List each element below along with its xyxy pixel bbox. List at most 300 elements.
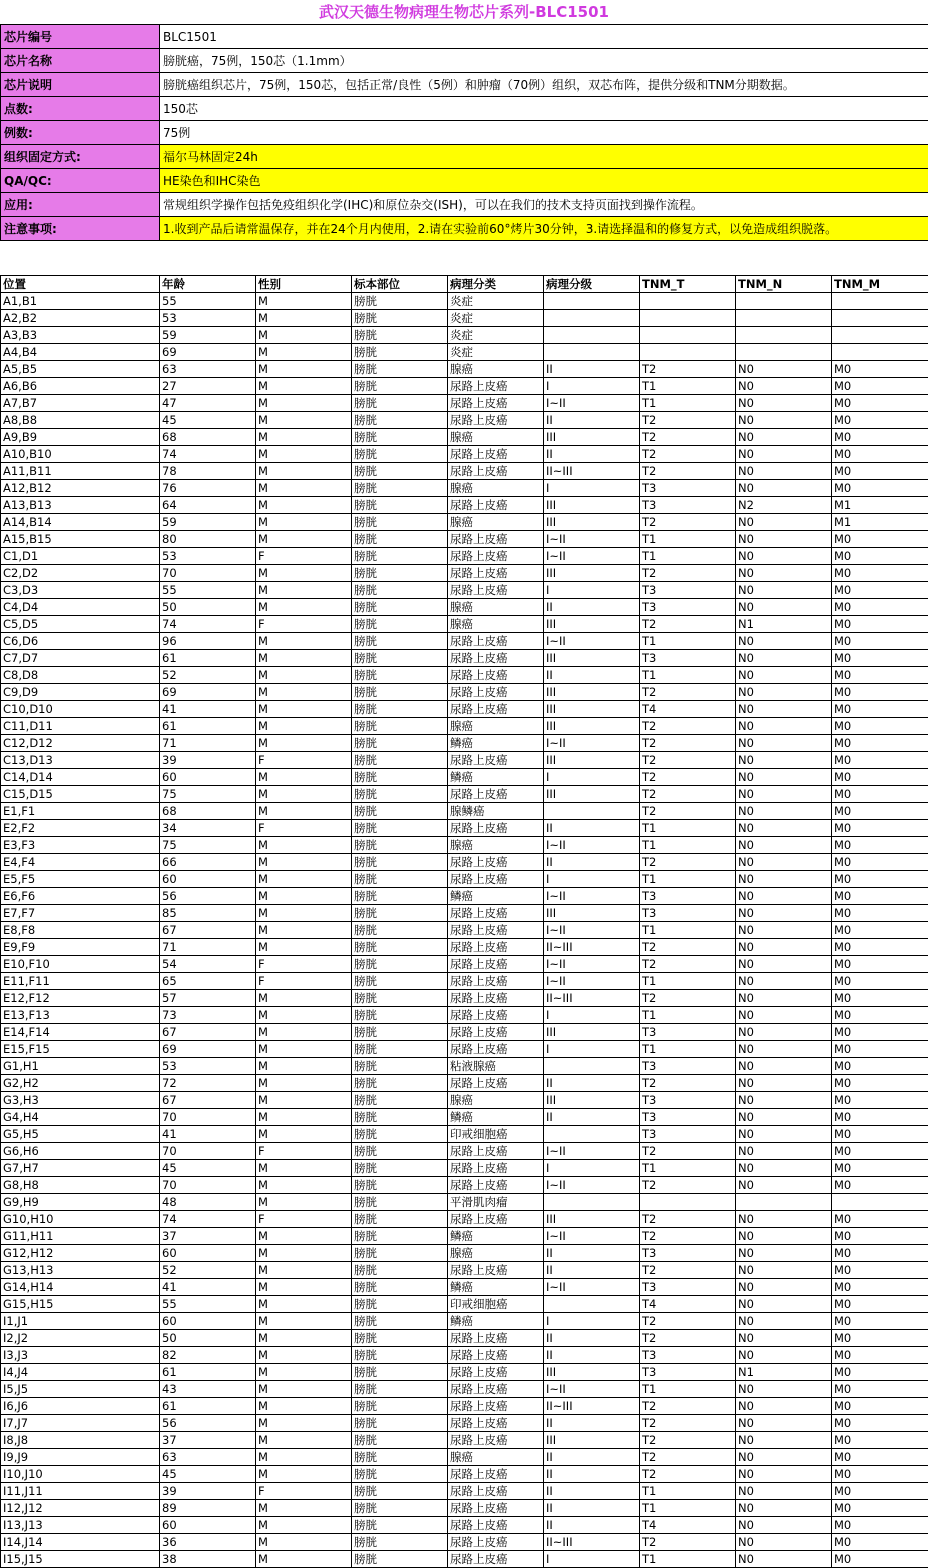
table-cell: T2 — [640, 1262, 736, 1279]
table-cell: M0 — [832, 395, 928, 412]
table-cell — [736, 293, 832, 310]
table-cell: G13,H13 — [1, 1262, 160, 1279]
table-cell: 膀胱 — [352, 327, 448, 344]
table-cell: I — [544, 1007, 640, 1024]
table-cell: I~II — [544, 1177, 640, 1194]
table-cell: M0 — [832, 480, 928, 497]
table-cell: 膀胱 — [352, 616, 448, 633]
table-cell: I15,J15 — [1, 1551, 160, 1568]
table-cell: M0 — [832, 769, 928, 786]
table-cell: N1 — [736, 1364, 832, 1381]
table-cell: 膀胱 — [352, 1245, 448, 1262]
table-cell: M0 — [832, 1058, 928, 1075]
table-cell: 膀胱 — [352, 1551, 448, 1568]
table-cell: N0 — [736, 548, 832, 565]
table-cell: N0 — [736, 1109, 832, 1126]
table-cell: 鳞癌 — [448, 1109, 544, 1126]
table-cell: T2 — [640, 854, 736, 871]
table-cell: 52 — [160, 1262, 256, 1279]
info-value: 膀胱癌，75例，150芯（1.1mm） — [160, 49, 928, 73]
table-cell: 膀胱 — [352, 1398, 448, 1415]
table-cell: 膀胱 — [352, 1211, 448, 1228]
table-cell: II~III — [544, 1398, 640, 1415]
table-cell: M — [256, 531, 352, 548]
table-cell: M — [256, 854, 352, 871]
table-cell: III — [544, 786, 640, 803]
table-row — [1, 565, 928, 582]
table-cell: N0 — [736, 956, 832, 973]
table-cell: 尿路上皮癌 — [448, 412, 544, 429]
table-cell: 60 — [160, 769, 256, 786]
table-cell — [544, 327, 640, 344]
table-cell: T1 — [640, 395, 736, 412]
table-cell: T1 — [640, 922, 736, 939]
table-cell: N0 — [736, 684, 832, 701]
table-cell: G5,H5 — [1, 1126, 160, 1143]
table-cell: 74 — [160, 446, 256, 463]
info-row — [1, 97, 928, 121]
table-cell: M0 — [832, 1517, 928, 1534]
table-cell: 60 — [160, 871, 256, 888]
table-cell: T3 — [640, 599, 736, 616]
table-cell: III — [544, 718, 640, 735]
table-cell: I~II — [544, 888, 640, 905]
table-cell: M — [256, 344, 352, 361]
table-cell: T1 — [640, 633, 736, 650]
table-cell: M — [256, 1313, 352, 1330]
table-row — [1, 1500, 928, 1517]
table-cell: T2 — [640, 718, 736, 735]
table-row — [1, 888, 928, 905]
table-cell: C8,D8 — [1, 667, 160, 684]
table-cell: I — [544, 871, 640, 888]
info-row — [1, 169, 928, 193]
table-cell: G10,H10 — [1, 1211, 160, 1228]
table-cell: M — [256, 395, 352, 412]
table-cell: T1 — [640, 973, 736, 990]
table-cell: 80 — [160, 531, 256, 548]
table-cell: I — [544, 378, 640, 395]
table-cell: M0 — [832, 820, 928, 837]
info-label: QA/QC: — [1, 169, 160, 193]
table-cell: M — [256, 1194, 352, 1211]
table-cell: III — [544, 1092, 640, 1109]
table-cell — [736, 344, 832, 361]
table-cell: 尿路上皮癌 — [448, 582, 544, 599]
table-cell: M — [256, 990, 352, 1007]
table-cell: G11,H11 — [1, 1228, 160, 1245]
table-cell: M — [256, 735, 352, 752]
table-cell: 尿路上皮癌 — [448, 1160, 544, 1177]
table-cell: T3 — [640, 1245, 736, 1262]
table-cell: M — [256, 701, 352, 718]
table-row — [1, 327, 928, 344]
table-cell: T2 — [640, 1432, 736, 1449]
table-row — [1, 1432, 928, 1449]
table-cell: 膀胱 — [352, 1041, 448, 1058]
table-cell: T3 — [640, 1126, 736, 1143]
table-cell: 尿路上皮癌 — [448, 1364, 544, 1381]
table-cell: T2 — [640, 514, 736, 531]
table-cell: T2 — [640, 429, 736, 446]
table-cell: 74 — [160, 616, 256, 633]
table-cell: E9,F9 — [1, 939, 160, 956]
table-cell: T3 — [640, 1279, 736, 1296]
table-cell: N0 — [736, 1228, 832, 1245]
table-cell: III — [544, 1024, 640, 1041]
table-cell: 36 — [160, 1534, 256, 1551]
table-cell: N0 — [736, 633, 832, 650]
table-cell: T2 — [640, 769, 736, 786]
table-cell: I3,J3 — [1, 1347, 160, 1364]
table-cell: T2 — [640, 956, 736, 973]
table-cell: 炎症 — [448, 327, 544, 344]
table-cell: II — [544, 1449, 640, 1466]
info-row — [1, 49, 928, 73]
table-cell: A8,B8 — [1, 412, 160, 429]
table-cell: N0 — [736, 1534, 832, 1551]
table-cell: 69 — [160, 1041, 256, 1058]
table-cell: 膀胱 — [352, 361, 448, 378]
table-row — [1, 956, 928, 973]
table-cell: 鳞癌 — [448, 888, 544, 905]
table-cell: F — [256, 1143, 352, 1160]
table-cell — [832, 344, 928, 361]
table-cell: 膀胱 — [352, 1534, 448, 1551]
table-cell: I~II — [544, 837, 640, 854]
table-cell: 鳞癌 — [448, 735, 544, 752]
table-cell: M0 — [832, 837, 928, 854]
table-cell: M — [256, 327, 352, 344]
table-cell: M — [256, 1415, 352, 1432]
table-cell: M0 — [832, 888, 928, 905]
table-cell: M0 — [832, 1483, 928, 1500]
table-cell: N0 — [736, 837, 832, 854]
table-cell: N0 — [736, 412, 832, 429]
table-row — [1, 650, 928, 667]
table-cell: M — [256, 1534, 352, 1551]
table-cell: 膀胱 — [352, 1500, 448, 1517]
table-row — [1, 463, 928, 480]
table-cell: 69 — [160, 344, 256, 361]
table-row — [1, 616, 928, 633]
table-cell: M — [256, 633, 352, 650]
table-cell: 鳞癌 — [448, 769, 544, 786]
table-cell: C7,D7 — [1, 650, 160, 667]
table-row — [1, 990, 928, 1007]
table-cell: 41 — [160, 1279, 256, 1296]
table-cell: N0 — [736, 565, 832, 582]
table-cell: 尿路上皮癌 — [448, 1177, 544, 1194]
table-cell: N0 — [736, 395, 832, 412]
table-cell: C10,D10 — [1, 701, 160, 718]
table-cell: N0 — [736, 531, 832, 548]
table-cell: I — [544, 1160, 640, 1177]
table-cell: N0 — [736, 1092, 832, 1109]
table-cell: N0 — [736, 1126, 832, 1143]
table-cell: T2 — [640, 684, 736, 701]
table-cell: II — [544, 1330, 640, 1347]
table-cell: F — [256, 973, 352, 990]
info-row — [1, 193, 928, 217]
table-cell: II — [544, 1483, 640, 1500]
table-cell: 膀胱 — [352, 1279, 448, 1296]
table-cell: N0 — [736, 1483, 832, 1500]
column-header: 病理分级 — [544, 276, 640, 293]
table-cell: N0 — [736, 463, 832, 480]
table-cell: 膀胱 — [352, 378, 448, 395]
table-cell: N0 — [736, 1075, 832, 1092]
table-row — [1, 1177, 928, 1194]
table-cell: II — [544, 446, 640, 463]
table-cell: I~II — [544, 922, 640, 939]
table-row — [1, 1262, 928, 1279]
table-row — [1, 344, 928, 361]
table-cell: A15,B15 — [1, 531, 160, 548]
table-cell: 膀胱 — [352, 1483, 448, 1500]
table-cell: II — [544, 667, 640, 684]
table-cell: N0 — [736, 1024, 832, 1041]
table-cell — [640, 1194, 736, 1211]
table-cell: II~III — [544, 939, 640, 956]
table-cell: II — [544, 1415, 640, 1432]
table-row — [1, 1347, 928, 1364]
table-cell: 63 — [160, 1449, 256, 1466]
chip-info-table — [0, 24, 928, 241]
table-cell: 鳞癌 — [448, 1313, 544, 1330]
table-row — [1, 803, 928, 820]
info-label: 点数: — [1, 97, 160, 121]
table-cell: M — [256, 514, 352, 531]
table-cell: I~II — [544, 956, 640, 973]
table-cell: 尿路上皮癌 — [448, 1483, 544, 1500]
table-row — [1, 752, 928, 769]
table-cell: C6,D6 — [1, 633, 160, 650]
table-cell: T2 — [640, 786, 736, 803]
table-cell: I~II — [544, 973, 640, 990]
table-cell: M — [256, 1126, 352, 1143]
table-cell: 膀胱 — [352, 1194, 448, 1211]
table-cell: M — [256, 565, 352, 582]
table-cell: 膀胱 — [352, 412, 448, 429]
table-cell: 膀胱 — [352, 446, 448, 463]
table-cell: N0 — [736, 752, 832, 769]
table-cell: I — [544, 1551, 640, 1568]
table-cell: M0 — [832, 1177, 928, 1194]
table-cell: A12,B12 — [1, 480, 160, 497]
table-cell: III — [544, 565, 640, 582]
table-row — [1, 854, 928, 871]
table-cell: N0 — [736, 1330, 832, 1347]
table-row — [1, 531, 928, 548]
table-cell: M0 — [832, 412, 928, 429]
table-cell: M — [256, 1262, 352, 1279]
table-cell: T1 — [640, 548, 736, 565]
table-cell: M — [256, 1058, 352, 1075]
table-cell: 尿路上皮癌 — [448, 973, 544, 990]
table-cell: III — [544, 1432, 640, 1449]
table-cell: N0 — [736, 1449, 832, 1466]
table-cell: 65 — [160, 973, 256, 990]
table-cell: I14,J14 — [1, 1534, 160, 1551]
table-cell: 96 — [160, 633, 256, 650]
table-row — [1, 293, 928, 310]
table-cell: 膀胱 — [352, 514, 448, 531]
table-cell: 尿路上皮癌 — [448, 1347, 544, 1364]
table-cell: 膀胱 — [352, 1143, 448, 1160]
table-cell: 60 — [160, 1245, 256, 1262]
table-row — [1, 735, 928, 752]
table-cell: I13,J13 — [1, 1517, 160, 1534]
table-cell: 37 — [160, 1432, 256, 1449]
table-cell: II — [544, 1466, 640, 1483]
table-cell: 尿路上皮癌 — [448, 650, 544, 667]
table-cell: M0 — [832, 701, 928, 718]
table-cell: 41 — [160, 1126, 256, 1143]
table-cell: I1,J1 — [1, 1313, 160, 1330]
table-cell: M — [256, 1075, 352, 1092]
table-cell: M0 — [832, 1500, 928, 1517]
table-cell: C4,D4 — [1, 599, 160, 616]
table-cell: M0 — [832, 1228, 928, 1245]
table-cell: 67 — [160, 922, 256, 939]
table-cell: M0 — [832, 548, 928, 565]
table-cell: M0 — [832, 1330, 928, 1347]
table-cell — [544, 1296, 640, 1313]
table-cell: II — [544, 1500, 640, 1517]
table-cell — [544, 1058, 640, 1075]
table-cell: N0 — [736, 1279, 832, 1296]
table-cell: N0 — [736, 990, 832, 1007]
table-row — [1, 1211, 928, 1228]
table-row — [1, 786, 928, 803]
table-cell: T1 — [640, 378, 736, 395]
table-cell: 膀胱 — [352, 548, 448, 565]
table-cell: N0 — [736, 1007, 832, 1024]
table-cell: M — [256, 837, 352, 854]
table-cell: C5,D5 — [1, 616, 160, 633]
table-cell: T2 — [640, 1398, 736, 1415]
table-cell: II — [544, 361, 640, 378]
column-header: TNM_M — [832, 276, 928, 293]
table-cell: N0 — [736, 1415, 832, 1432]
table-cell: T2 — [640, 1449, 736, 1466]
table-cell: N0 — [736, 429, 832, 446]
table-cell: F — [256, 548, 352, 565]
table-cell: I — [544, 1041, 640, 1058]
info-value: 75例 — [160, 121, 928, 145]
table-cell: M — [256, 429, 352, 446]
table-cell: N0 — [736, 1177, 832, 1194]
table-cell: N0 — [736, 1041, 832, 1058]
table-row — [1, 1228, 928, 1245]
table-cell: 膀胱 — [352, 1381, 448, 1398]
table-cell: 尿路上皮癌 — [448, 684, 544, 701]
table-cell: M0 — [832, 1024, 928, 1041]
table-cell: I~II — [544, 633, 640, 650]
table-cell: 膀胱 — [352, 497, 448, 514]
table-cell: III — [544, 684, 640, 701]
table-cell: T1 — [640, 1041, 736, 1058]
table-cell: M0 — [832, 1075, 928, 1092]
table-cell: M — [256, 1517, 352, 1534]
table-cell: M0 — [832, 531, 928, 548]
table-row — [1, 1517, 928, 1534]
table-cell: M0 — [832, 1041, 928, 1058]
table-row — [1, 1126, 928, 1143]
info-label: 芯片说明 — [1, 73, 160, 97]
table-cell: N0 — [736, 701, 832, 718]
table-row — [1, 1534, 928, 1551]
table-cell: 53 — [160, 1058, 256, 1075]
table-cell: 54 — [160, 956, 256, 973]
table-cell: T2 — [640, 446, 736, 463]
table-cell: M0 — [832, 1262, 928, 1279]
table-cell: 膀胱 — [352, 718, 448, 735]
table-cell: 47 — [160, 395, 256, 412]
table-cell: III — [544, 616, 640, 633]
table-cell: 腺癌 — [448, 480, 544, 497]
table-row — [1, 361, 928, 378]
table-row — [1, 1075, 928, 1092]
table-cell: 尿路上皮癌 — [448, 667, 544, 684]
table-cell: 膀胱 — [352, 769, 448, 786]
table-cell: 膀胱 — [352, 1075, 448, 1092]
table-cell: E13,F13 — [1, 1007, 160, 1024]
table-cell: I — [544, 480, 640, 497]
table-cell: M0 — [832, 1466, 928, 1483]
table-cell: M0 — [832, 1109, 928, 1126]
table-cell: 45 — [160, 412, 256, 429]
info-value: HE染色和IHC染色 — [160, 169, 928, 193]
table-cell: N0 — [736, 1296, 832, 1313]
table-cell: N0 — [736, 1466, 832, 1483]
table-cell: T2 — [640, 463, 736, 480]
table-cell: G2,H2 — [1, 1075, 160, 1092]
table-cell: T1 — [640, 1551, 736, 1568]
table-cell: C11,D11 — [1, 718, 160, 735]
table-cell: 膀胱 — [352, 905, 448, 922]
table-cell: T3 — [640, 1092, 736, 1109]
table-cell: N0 — [736, 667, 832, 684]
table-cell: T1 — [640, 1483, 736, 1500]
table-cell: 尿路上皮癌 — [448, 1551, 544, 1568]
table-cell: 炎症 — [448, 293, 544, 310]
table-cell: M — [256, 1364, 352, 1381]
table-cell: M — [256, 871, 352, 888]
table-cell: M — [256, 497, 352, 514]
table-cell: M — [256, 1398, 352, 1415]
table-cell: T3 — [640, 888, 736, 905]
table-cell: II~III — [544, 990, 640, 1007]
table-cell: 膀胱 — [352, 1364, 448, 1381]
table-cell: T2 — [640, 1534, 736, 1551]
table-cell: M0 — [832, 1313, 928, 1330]
table-cell: 70 — [160, 1109, 256, 1126]
table-cell: N0 — [736, 361, 832, 378]
table-cell: 34 — [160, 820, 256, 837]
table-cell: N0 — [736, 1058, 832, 1075]
table-row — [1, 1296, 928, 1313]
table-cell: 膀胱 — [352, 1058, 448, 1075]
table-cell: M — [256, 463, 352, 480]
table-cell: I2,J2 — [1, 1330, 160, 1347]
info-value: BLC1501 — [160, 25, 928, 49]
table-cell: 膀胱 — [352, 463, 448, 480]
table-cell: N0 — [736, 718, 832, 735]
table-cell: III — [544, 429, 640, 446]
table-cell: G3,H3 — [1, 1092, 160, 1109]
